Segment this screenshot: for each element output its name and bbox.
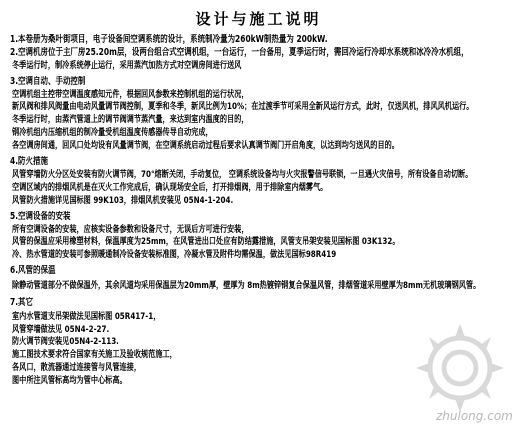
text-line: 风管穿墙做法见 05N4-2-27. — [12, 324, 110, 335]
text-line: 图中所注风管标高均为管中心标高。 — [12, 375, 127, 386]
text-line: 7.其它 — [10, 297, 34, 308]
text-line: 风管的保温应采用橡塑材料，保温厚度为25mm，在风管进出口处应有防结露措施，风管支吊架安装见国标图 03K132。 — [12, 236, 400, 247]
text-line: 各空调房间通，回风口处均设有风量调节阀，在空调系统启动过程后要求认真调节阀门开启角度，以达到均匀送风的目的。 — [12, 140, 399, 151]
document-title: 设计与施工说明 — [195, 10, 322, 28]
text-line: 冷、热水管道的安装可参照暖通制冷设备安装标准图，冷凝水管及附件均需保温，做法见国标98R419 — [12, 249, 337, 260]
text-line: 4.防火措施 — [10, 156, 48, 167]
text-line: 所有空调设备的安装，应核实设备参数和设备尺寸，无误后方可进行安装， — [12, 224, 249, 235]
text-line: 冬季运行时，由蒸汽管道上的调节阀调节蒸汽量，来达到室内温度的目的， — [12, 114, 249, 125]
text-line: 新风阀和排风阀量由电动风量调节阀控制，夏季和冬季，新风比例为10%；在过渡季节可采用全新风运行方式，此时，仅送风机，排风风机运行。 — [12, 101, 474, 112]
text-line: 5.空调设备的安装 — [10, 211, 71, 222]
text-line: 防火调节阀安装见05N4-2-113. — [12, 336, 119, 347]
text-line: 除静动管道部分不做保温外，其余风道均采用保温层为20mm厚，壁厚为 8m热镀锌钢复合保温风管，排烟管道采用壁厚为8mm无机玻璃钢风管。 — [12, 280, 481, 291]
text-line: 施工图技术要求符合国家有关施工及验收规范施工， — [12, 349, 177, 360]
text-line: 风管穿墙防火分区处安装有防火调节阀，70°熔断关闭，手动复位， 空调系统设备均与火灾报警信号联锁，一旦遇火灾信号，所有设备自动切断。 — [12, 169, 473, 180]
text-line: 室内水管道支吊架做法见国标图 05R417-1， — [12, 311, 161, 322]
text-line: 空调机组主控带空调温度感知元件，根据回风参数来控制机组的运行状况， — [12, 89, 249, 100]
watermark-text: zhulong.com — [436, 409, 513, 423]
text-line: 2.空调机房位于主厂房25.20m层，设两台组合式空调机组，一台运行，一台备用，夏季运行时，需回冷运行冷却水系统和冰冷冷水机组， — [10, 47, 469, 58]
zhulong-logo-icon — [410, 320, 510, 420]
text-line: 空调区域内的排烟风机是在灭火工作完成后，确认现场安全后，打开排烟阀，用于排除室内烟雾气。 — [12, 182, 328, 193]
text-line: 3.空调自动、手动控制 — [10, 76, 86, 87]
text-line: 风管防火措施详见国标图 99K103，排烟风机安装见 05N4-1-204. — [12, 195, 234, 206]
text-line: 1.本卷册为桑叶街项目，电子设备间空调系统的设计，系统制冷量为260kW制热量为 200kW. — [10, 34, 328, 45]
text-line: 各风口，散流器通过连接管与风管连接， — [12, 362, 141, 373]
text-line: 冬季运行时，制冷系统停止运行，采用蒸汽加热方式对空调房间进行送风 — [12, 60, 242, 71]
text-line: 钢冷机组内压缩机组的制冷量受机组温度传感器传导自动完成， — [12, 127, 213, 138]
text-line: 6.风管的保温 — [10, 265, 56, 276]
